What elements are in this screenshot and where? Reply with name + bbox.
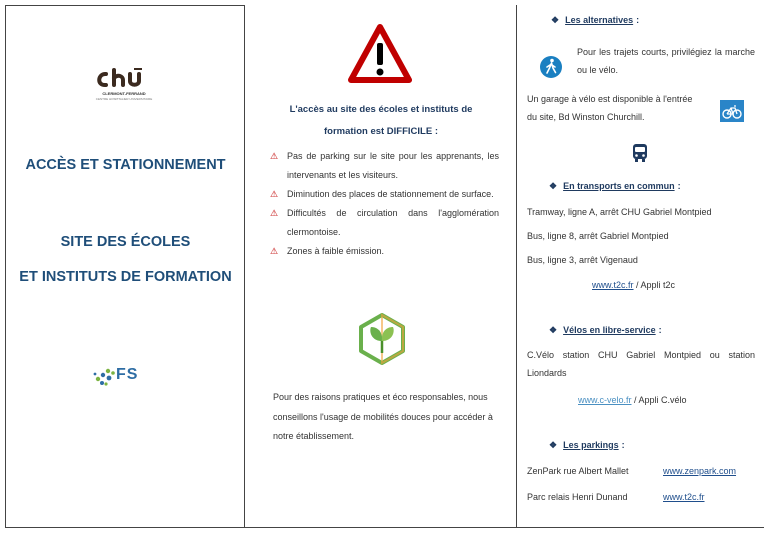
diamond-bullet-icon: ❖: [549, 325, 558, 335]
title-colon: :: [658, 325, 662, 335]
alternatives-panel: [516, 5, 764, 528]
chu-logo-subtitle: CENTRE HOSPITALIER UNIVERSITAIRE: [95, 97, 153, 101]
list-item-text: Diminution des places de stationnement de surface.: [287, 189, 494, 199]
warning-triangle-icon: [348, 23, 412, 85]
diamond-bullet-icon: ❖: [549, 440, 558, 450]
parkings-title-text: Les parkings: [563, 440, 619, 450]
chu-logo-mark: [92, 68, 156, 90]
subtitle-line-2: ET INSTITUTS DE FORMATION: [19, 269, 232, 285]
title-colon: :: [636, 15, 640, 25]
pedestrian-icon: [539, 55, 563, 79]
list-item: [270, 147, 499, 185]
t2c-link[interactable]: www.t2c.fr: [592, 280, 634, 290]
transport-line-tram: Tramway, ligne A, arrêt CHU Gabriel Montpied: [527, 207, 712, 217]
velo-text: C.Vélo station CHU Gabriel Montpied ou station Liondards: [527, 350, 755, 378]
transport-title: [549, 181, 681, 192]
access-heading-line-1: L'accès au site des écoles et instituts de: [289, 104, 473, 115]
list-item-text: Pas de parking sur le site pour les apprenants, les intervenants et les visiteurs.: [287, 151, 499, 180]
ecfs-dots-icon: [92, 363, 116, 387]
walk-text: Pour les trajets courts, privilégiez la marche ou le vélo.: [577, 47, 755, 75]
subtitle-line-1: SITE DES ÉCOLES: [60, 234, 191, 250]
list-item-text: Zones à faible émission.: [287, 246, 385, 256]
cvelo-link[interactable]: www.c-velo.fr: [578, 395, 632, 405]
alternatives-title: [551, 15, 639, 26]
garage-text-line-1: Un garage à vélo est disponible à l'entrée: [527, 94, 693, 104]
cover-panel: [5, 5, 244, 528]
diamond-bullet-icon: ❖: [549, 181, 558, 191]
cvelo-app-text: / Appli C.vélo: [631, 395, 687, 405]
alternatives-title-text: Les alternatives: [565, 15, 634, 25]
parking-name-zenpark: ZenPark rue Albert Mallet: [527, 466, 629, 476]
list-item: [270, 204, 499, 242]
list-item-text: Difficultés de circulation dans l'agglomération clermontoise.: [287, 208, 499, 237]
cvelo-line: [578, 391, 687, 409]
chu-logo-name: CLERMONT-FERRAND: [102, 91, 146, 96]
chu-logo: [84, 68, 164, 101]
ecfs-logo: [92, 363, 162, 389]
t2c-app-text: / Appli t2c: [633, 280, 676, 290]
list-item: [270, 242, 499, 261]
title-colon: :: [621, 440, 625, 450]
list-item: [270, 185, 499, 204]
page-title: ACCÈS ET STATIONNEMENT: [25, 157, 226, 173]
eco-paragraph: Pour des raisons pratiques et éco responsables, nous conseillons l'usage de mobilités douces pour accéder à notre établissement.: [273, 392, 493, 441]
velo-title: [549, 325, 662, 336]
access-heading: [265, 99, 497, 143]
eco-leaf-icon: [357, 313, 407, 365]
velo-title-text: Vélos en libre-service: [563, 325, 656, 335]
parking-name-parc-relais: Parc relais Henri Dunand: [527, 492, 628, 502]
warning-small-icon: ⚠: [270, 208, 279, 218]
diamond-bullet-icon: ❖: [551, 15, 560, 25]
ecfs-logo-text: FS: [116, 366, 139, 383]
info-panel: [244, 5, 516, 528]
title-colon: :: [677, 181, 681, 191]
parkings-title: [549, 440, 625, 451]
bicycle-icon: [720, 100, 744, 122]
warning-small-icon: ⚠: [270, 246, 279, 256]
warning-small-icon: ⚠: [270, 151, 279, 161]
bus-icon: [631, 143, 649, 163]
difficulty-list: [270, 147, 499, 261]
t2c-line: [592, 276, 675, 294]
zenpark-link[interactable]: www.zenpark.com: [663, 466, 737, 476]
transport-line-bus-3: Bus, ligne 3, arrêt Vigenaud: [527, 255, 638, 265]
parc-relais-link[interactable]: www.t2c.fr: [663, 492, 705, 502]
transport-title-text: En transports en commun: [563, 181, 675, 191]
access-heading-line-2: formation est DIFFICILE :: [324, 126, 438, 137]
garage-text-line-2: du site, Bd Winston Churchill.: [527, 112, 645, 122]
warning-small-icon: ⚠: [270, 189, 279, 199]
transport-line-bus-8: Bus, ligne 8, arrêt Gabriel Montpied: [527, 231, 669, 241]
